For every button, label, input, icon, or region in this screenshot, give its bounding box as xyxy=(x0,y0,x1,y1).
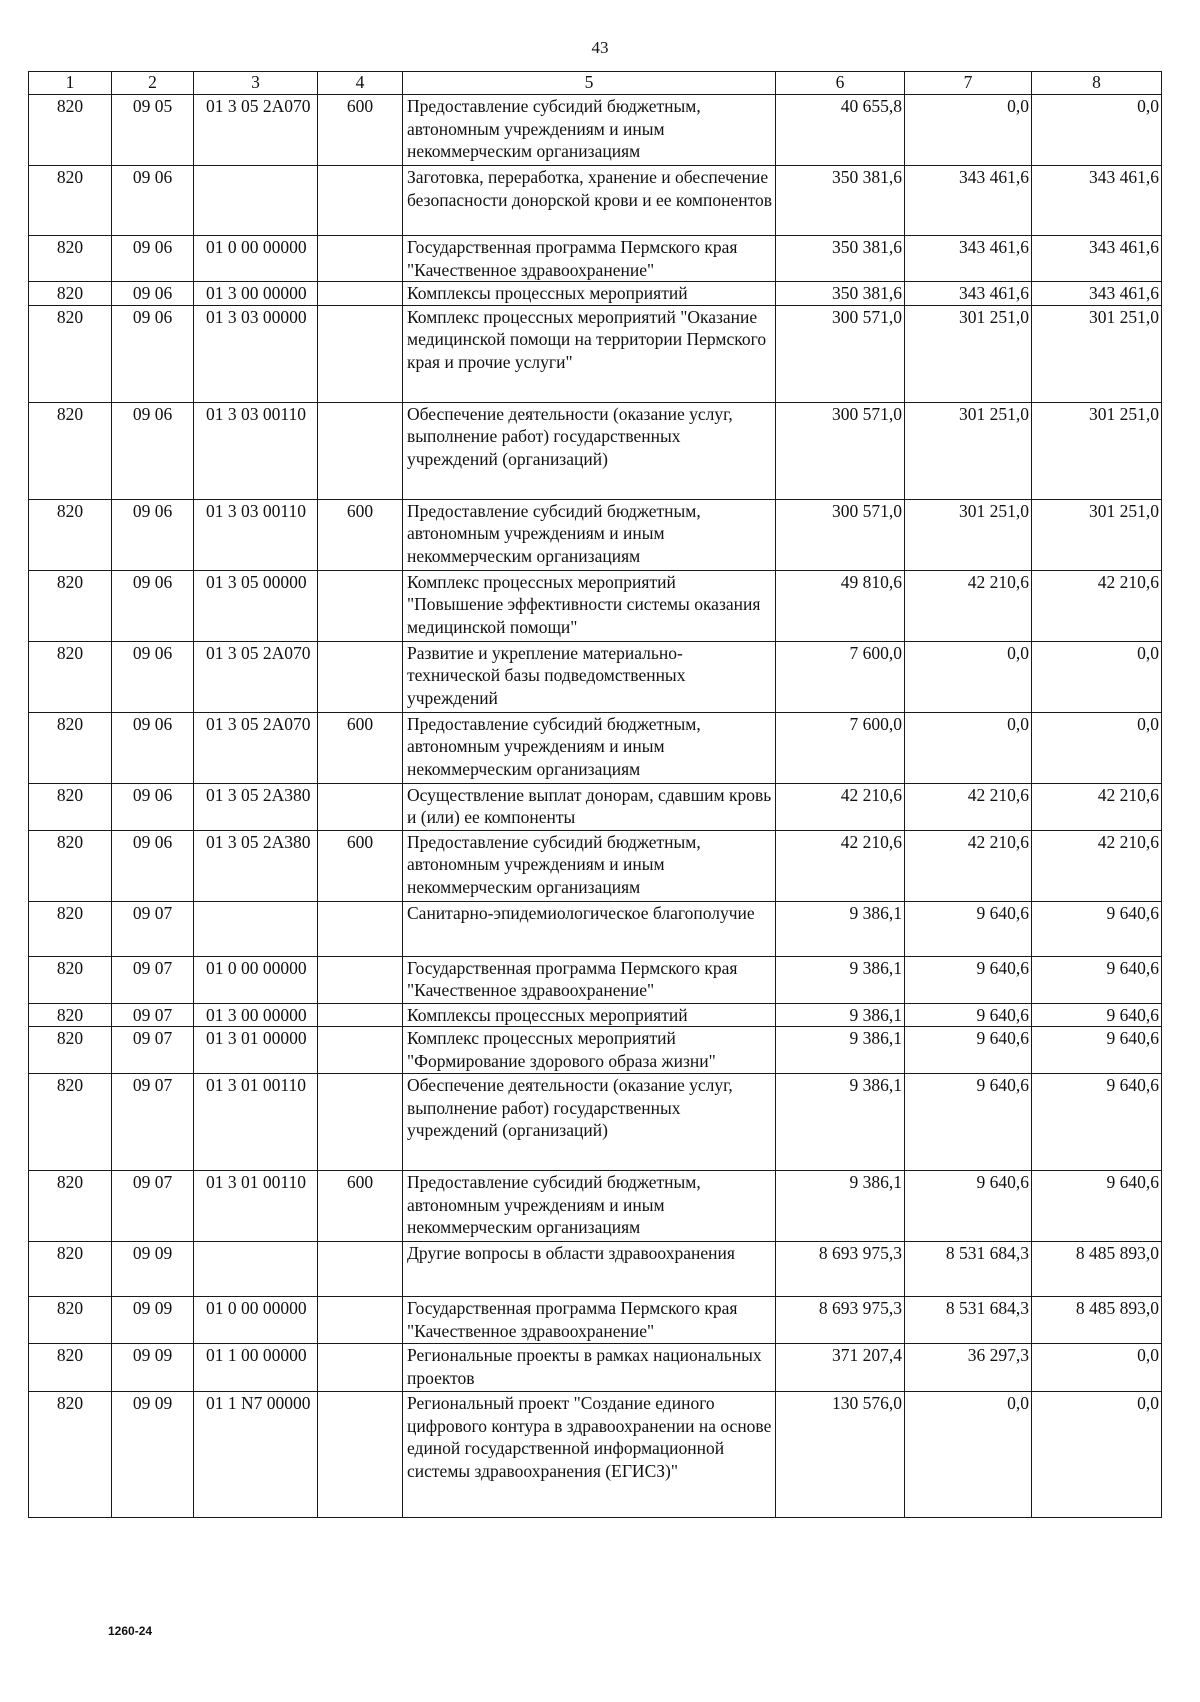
cell-admin-code: 820 xyxy=(29,1297,112,1344)
header-row xyxy=(29,72,1162,95)
cell-expense-type xyxy=(318,1392,403,1518)
cell-section-code: 09 06 xyxy=(112,305,194,402)
cell-amount-2: 343 461,6 xyxy=(905,236,1032,282)
cell-admin-code: 820 xyxy=(29,1074,112,1171)
cell-amount-3: 301 251,0 xyxy=(1032,305,1162,402)
cell-expense-type xyxy=(318,166,403,236)
cell-admin-code: 820 xyxy=(29,1027,112,1074)
table-body xyxy=(29,95,1162,1518)
cell-amount-3: 9 640,6 xyxy=(1032,1074,1162,1171)
cell-description: Предоставление субсидий бюджетным, автономным учреждениям и иным некоммерческим организациям xyxy=(403,499,776,570)
cell-amount-3: 42 210,6 xyxy=(1032,830,1162,901)
cell-admin-code: 820 xyxy=(29,236,112,282)
column-header: 4 xyxy=(318,72,403,95)
cell-target-code: 01 1 N7 00000 xyxy=(194,1392,318,1518)
cell-admin-code: 820 xyxy=(29,712,112,783)
cell-amount-3: 0,0 xyxy=(1032,1392,1162,1518)
cell-section-code: 09 06 xyxy=(112,712,194,783)
cell-target-code: 01 0 00 00000 xyxy=(194,1297,318,1344)
document-code: 1260-24 xyxy=(108,1624,153,1638)
cell-description: Предоставление субсидий бюджетным, автономным учреждениям и иным некоммерческим организациям xyxy=(403,95,776,166)
cell-amount-1: 350 381,6 xyxy=(776,166,905,236)
cell-admin-code: 820 xyxy=(29,1392,112,1518)
cell-description: Региональные проекты в рамках национальных проектов xyxy=(403,1344,776,1392)
table-row xyxy=(29,1003,1162,1027)
cell-amount-1: 9 386,1 xyxy=(776,1074,905,1171)
cell-section-code: 09 06 xyxy=(112,236,194,282)
cell-admin-code: 820 xyxy=(29,956,112,1003)
cell-amount-3: 0,0 xyxy=(1032,712,1162,783)
cell-amount-1: 7 600,0 xyxy=(776,641,905,712)
cell-section-code: 09 06 xyxy=(112,830,194,901)
cell-description: Комплексы процессных мероприятий xyxy=(403,282,776,306)
column-header: 7 xyxy=(905,72,1032,95)
table-row xyxy=(29,712,1162,783)
cell-amount-1: 300 571,0 xyxy=(776,402,905,499)
cell-target-code: 01 3 00 00000 xyxy=(194,282,318,306)
cell-target-code: 01 3 05 00000 xyxy=(194,570,318,641)
table-row xyxy=(29,830,1162,901)
budget-table xyxy=(28,71,1162,1518)
cell-amount-3: 0,0 xyxy=(1032,1344,1162,1392)
cell-description: Государственная программа Пермского края "Качественное здравоохранение" xyxy=(403,1297,776,1344)
table-row xyxy=(29,1297,1162,1344)
page-number: 43 xyxy=(591,38,609,57)
cell-admin-code: 820 xyxy=(29,499,112,570)
cell-amount-3: 301 251,0 xyxy=(1032,402,1162,499)
cell-section-code: 09 06 xyxy=(112,641,194,712)
cell-amount-2: 343 461,6 xyxy=(905,282,1032,306)
table-row xyxy=(29,1344,1162,1392)
cell-section-code: 09 09 xyxy=(112,1344,194,1392)
cell-amount-2: 36 297,3 xyxy=(905,1344,1032,1392)
cell-amount-3: 9 640,6 xyxy=(1032,1003,1162,1027)
cell-amount-2: 0,0 xyxy=(905,641,1032,712)
cell-amount-2: 9 640,6 xyxy=(905,1003,1032,1027)
cell-amount-1: 9 386,1 xyxy=(776,1171,905,1242)
cell-amount-1: 300 571,0 xyxy=(776,305,905,402)
cell-description: Комплекс процессных мероприятий "Повышение эффективности системы оказания медицинской помощи" xyxy=(403,570,776,641)
cell-expense-type: 600 xyxy=(318,712,403,783)
cell-amount-1: 7 600,0 xyxy=(776,712,905,783)
table-row xyxy=(29,1242,1162,1297)
cell-amount-1: 371 207,4 xyxy=(776,1344,905,1392)
table-row xyxy=(29,956,1162,1003)
cell-target-code: 01 3 03 00110 xyxy=(194,402,318,499)
cell-admin-code: 820 xyxy=(29,1003,112,1027)
cell-section-code: 09 07 xyxy=(112,1027,194,1074)
cell-amount-3: 343 461,6 xyxy=(1032,236,1162,282)
cell-expense-type: 600 xyxy=(318,95,403,166)
cell-target-code: 01 3 01 00000 xyxy=(194,1027,318,1074)
cell-expense-type: 600 xyxy=(318,1171,403,1242)
table-row xyxy=(29,305,1162,402)
cell-section-code: 09 09 xyxy=(112,1392,194,1518)
cell-amount-1: 8 693 975,3 xyxy=(776,1297,905,1344)
cell-amount-2: 9 640,6 xyxy=(905,956,1032,1003)
cell-expense-type: 600 xyxy=(318,830,403,901)
cell-description: Предоставление субсидий бюджетным, автономным учреждениям и иным некоммерческим организациям xyxy=(403,712,776,783)
cell-amount-1: 350 381,6 xyxy=(776,282,905,306)
cell-expense-type xyxy=(318,641,403,712)
cell-description: Комплекс процессных мероприятий "Формирование здорового образа жизни" xyxy=(403,1027,776,1074)
table-row xyxy=(29,901,1162,956)
cell-section-code: 09 06 xyxy=(112,402,194,499)
cell-amount-3: 9 640,6 xyxy=(1032,1171,1162,1242)
cell-amount-2: 9 640,6 xyxy=(905,1074,1032,1171)
cell-amount-1: 9 386,1 xyxy=(776,901,905,956)
cell-amount-1: 350 381,6 xyxy=(776,236,905,282)
cell-target-code: 01 3 05 2А070 xyxy=(194,641,318,712)
cell-amount-1: 8 693 975,3 xyxy=(776,1242,905,1297)
cell-section-code: 09 09 xyxy=(112,1297,194,1344)
cell-admin-code: 820 xyxy=(29,402,112,499)
column-header: 3 xyxy=(194,72,318,95)
cell-target-code: 01 3 05 2А380 xyxy=(194,783,318,830)
cell-admin-code: 820 xyxy=(29,282,112,306)
cell-description: Государственная программа Пермского края "Качественное здравоохранение" xyxy=(403,236,776,282)
table-row xyxy=(29,166,1162,236)
cell-amount-1: 300 571,0 xyxy=(776,499,905,570)
cell-description: Обеспечение деятельности (оказание услуг, выполнение работ) государственных учреждений (организаций) xyxy=(403,1074,776,1171)
cell-admin-code: 820 xyxy=(29,1344,112,1392)
cell-amount-3: 42 210,6 xyxy=(1032,570,1162,641)
cell-admin-code: 820 xyxy=(29,641,112,712)
cell-amount-1: 42 210,6 xyxy=(776,783,905,830)
cell-amount-3: 0,0 xyxy=(1032,95,1162,166)
cell-description: Комплексы процессных мероприятий xyxy=(403,1003,776,1027)
cell-expense-type xyxy=(318,783,403,830)
cell-admin-code: 820 xyxy=(29,830,112,901)
cell-amount-2: 9 640,6 xyxy=(905,1027,1032,1074)
cell-expense-type xyxy=(318,1003,403,1027)
cell-target-code: 01 3 03 00110 xyxy=(194,499,318,570)
cell-admin-code: 820 xyxy=(29,95,112,166)
cell-admin-code: 820 xyxy=(29,166,112,236)
cell-amount-1: 9 386,1 xyxy=(776,1027,905,1074)
table-row xyxy=(29,570,1162,641)
cell-amount-3: 343 461,6 xyxy=(1032,166,1162,236)
cell-description: Санитарно-эпидемиологическое благополучие xyxy=(403,901,776,956)
table-row xyxy=(29,1027,1162,1074)
cell-amount-3: 42 210,6 xyxy=(1032,783,1162,830)
cell-expense-type: 600 xyxy=(318,499,403,570)
cell-expense-type xyxy=(318,1344,403,1392)
cell-description: Развитие и укрепление материально-технической базы подведомственных учреждений xyxy=(403,641,776,712)
cell-target-code: 01 3 00 00000 xyxy=(194,1003,318,1027)
cell-admin-code: 820 xyxy=(29,783,112,830)
table-row xyxy=(29,1171,1162,1242)
cell-amount-3: 9 640,6 xyxy=(1032,901,1162,956)
cell-admin-code: 820 xyxy=(29,1242,112,1297)
cell-amount-3: 9 640,6 xyxy=(1032,956,1162,1003)
cell-amount-2: 42 210,6 xyxy=(905,783,1032,830)
cell-expense-type xyxy=(318,1297,403,1344)
cell-target-code xyxy=(194,1242,318,1297)
cell-amount-3: 9 640,6 xyxy=(1032,1027,1162,1074)
cell-section-code: 09 07 xyxy=(112,1003,194,1027)
column-header: 5 xyxy=(403,72,776,95)
cell-amount-1: 130 576,0 xyxy=(776,1392,905,1518)
cell-target-code xyxy=(194,901,318,956)
cell-amount-2: 8 531 684,3 xyxy=(905,1242,1032,1297)
cell-section-code: 09 06 xyxy=(112,282,194,306)
cell-expense-type xyxy=(318,901,403,956)
cell-amount-2: 8 531 684,3 xyxy=(905,1297,1032,1344)
cell-description: Региональный проект "Создание единого цифрового контура в здравоохранении на основе единой государственной информационной системы здравоохранения (ЕГИСЗ)" xyxy=(403,1392,776,1518)
cell-target-code: 01 3 01 00110 xyxy=(194,1171,318,1242)
cell-amount-1: 9 386,1 xyxy=(776,1003,905,1027)
cell-description: Предоставление субсидий бюджетным, автономным учреждениям и иным некоммерческим организациям xyxy=(403,1171,776,1242)
cell-amount-2: 0,0 xyxy=(905,1392,1032,1518)
cell-target-code: 01 3 01 00110 xyxy=(194,1074,318,1171)
cell-section-code: 09 07 xyxy=(112,1171,194,1242)
cell-target-code: 01 3 05 2А070 xyxy=(194,95,318,166)
cell-description: Комплекс процессных мероприятий "Оказание медицинской помощи на территории Пермского края и прочие услуги" xyxy=(403,305,776,402)
table-row xyxy=(29,783,1162,830)
cell-amount-2: 42 210,6 xyxy=(905,570,1032,641)
table-row xyxy=(29,282,1162,306)
cell-expense-type xyxy=(318,956,403,1003)
cell-section-code: 09 06 xyxy=(112,166,194,236)
cell-section-code: 09 07 xyxy=(112,1074,194,1171)
cell-amount-1: 49 810,6 xyxy=(776,570,905,641)
cell-target-code: 01 1 00 00000 xyxy=(194,1344,318,1392)
cell-section-code: 09 06 xyxy=(112,783,194,830)
cell-description: Осуществление выплат донорам, сдавшим кровь и (или) ее компоненты xyxy=(403,783,776,830)
cell-amount-2: 9 640,6 xyxy=(905,1171,1032,1242)
cell-amount-3: 343 461,6 xyxy=(1032,282,1162,306)
cell-expense-type xyxy=(318,282,403,306)
cell-description: Заготовка, переработка, хранение и обеспечение безопасности донорской крови и ее компонентов xyxy=(403,166,776,236)
cell-section-code: 09 09 xyxy=(112,1242,194,1297)
cell-section-code: 09 05 xyxy=(112,95,194,166)
cell-admin-code: 820 xyxy=(29,901,112,956)
cell-amount-2: 343 461,6 xyxy=(905,166,1032,236)
cell-target-code: 01 3 05 2А380 xyxy=(194,830,318,901)
cell-admin-code: 820 xyxy=(29,570,112,641)
cell-amount-2: 0,0 xyxy=(905,712,1032,783)
cell-amount-1: 9 386,1 xyxy=(776,956,905,1003)
cell-admin-code: 820 xyxy=(29,1171,112,1242)
cell-target-code xyxy=(194,166,318,236)
cell-section-code: 09 07 xyxy=(112,956,194,1003)
cell-section-code: 09 07 xyxy=(112,901,194,956)
cell-target-code: 01 0 00 00000 xyxy=(194,236,318,282)
column-header: 2 xyxy=(112,72,194,95)
column-header: 6 xyxy=(776,72,905,95)
cell-amount-2: 9 640,6 xyxy=(905,901,1032,956)
cell-expense-type xyxy=(318,1027,403,1074)
cell-amount-2: 301 251,0 xyxy=(905,499,1032,570)
cell-admin-code: 820 xyxy=(29,305,112,402)
cell-expense-type xyxy=(318,1242,403,1297)
table-row xyxy=(29,236,1162,282)
cell-amount-2: 42 210,6 xyxy=(905,830,1032,901)
cell-amount-2: 301 251,0 xyxy=(905,305,1032,402)
cell-description: Обеспечение деятельности (оказание услуг, выполнение работ) государственных учреждений (организаций) xyxy=(403,402,776,499)
cell-description: Предоставление субсидий бюджетным, автономным учреждениям и иным некоммерческим организациям xyxy=(403,830,776,901)
cell-amount-3: 0,0 xyxy=(1032,641,1162,712)
cell-amount-3: 8 485 893,0 xyxy=(1032,1297,1162,1344)
table-row xyxy=(29,641,1162,712)
cell-amount-1: 42 210,6 xyxy=(776,830,905,901)
table-row xyxy=(29,95,1162,166)
cell-amount-1: 40 655,8 xyxy=(776,95,905,166)
cell-section-code: 09 06 xyxy=(112,570,194,641)
cell-description: Другие вопросы в области здравоохранения xyxy=(403,1242,776,1297)
cell-target-code: 01 0 00 00000 xyxy=(194,956,318,1003)
cell-description: Государственная программа Пермского края "Качественное здравоохранение" xyxy=(403,956,776,1003)
cell-amount-2: 0,0 xyxy=(905,95,1032,166)
cell-amount-3: 8 485 893,0 xyxy=(1032,1242,1162,1297)
table-row xyxy=(29,1074,1162,1171)
cell-target-code: 01 3 03 00000 xyxy=(194,305,318,402)
cell-amount-2: 301 251,0 xyxy=(905,402,1032,499)
cell-amount-3: 301 251,0 xyxy=(1032,499,1162,570)
cell-expense-type xyxy=(318,402,403,499)
cell-expense-type xyxy=(318,1074,403,1171)
column-header: 1 xyxy=(29,72,112,95)
column-header: 8 xyxy=(1032,72,1162,95)
table-row xyxy=(29,402,1162,499)
table-row xyxy=(29,1392,1162,1518)
cell-target-code: 01 3 05 2А070 xyxy=(194,712,318,783)
cell-section-code: 09 06 xyxy=(112,499,194,570)
cell-expense-type xyxy=(318,570,403,641)
cell-expense-type xyxy=(318,236,403,282)
table-row xyxy=(29,499,1162,570)
cell-expense-type xyxy=(318,305,403,402)
